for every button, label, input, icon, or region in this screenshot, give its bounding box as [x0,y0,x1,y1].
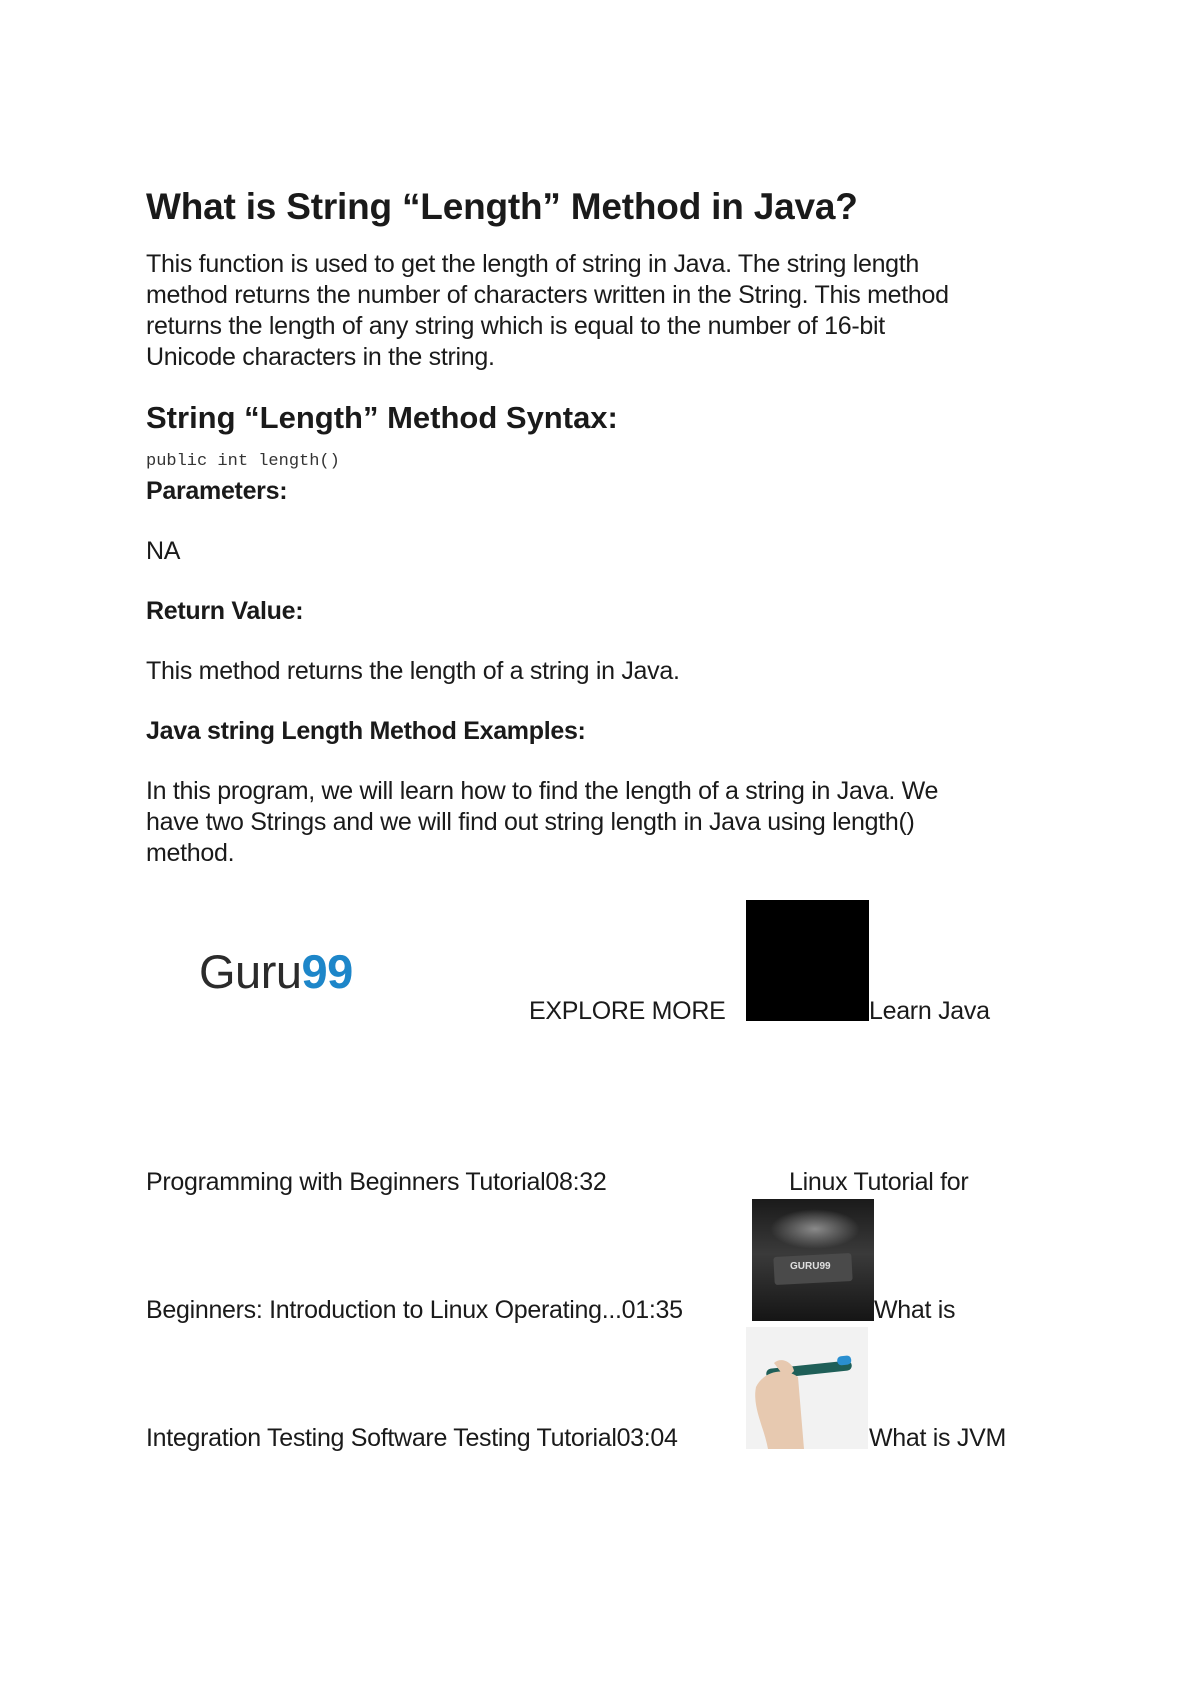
video-title-linux-intro[interactable]: Beginners: Introduction to Linux Operating...01:35 [146,1296,683,1324]
video-title-jvm[interactable]: What is JVM [869,1424,1006,1452]
logo-text: Guru [199,945,302,998]
return-value-text: This method returns the length of a string in Java. [146,657,680,685]
parameters-value: NA [146,537,181,565]
examples-heading: Java string Length Method Examples: [146,717,586,745]
explore-more-label[interactable]: EXPLORE MORE [529,997,726,1025]
logo-number: 99 [301,945,353,998]
page-title: What is String “Length” Method in Java? [146,186,858,227]
syntax-code: public int length() [146,452,340,471]
examples-line: In this program, we will learn how to find the length of a string in Java. We [146,777,939,805]
video-thumbnail-black[interactable] [746,900,869,1021]
return-value-heading: Return Value: [146,597,304,625]
light-glow [770,1209,860,1249]
intro-line: method returns the number of characters written in the String. This method [146,281,949,309]
video-thumbnail-linux[interactable] [752,1199,874,1321]
intro-line: returns the length of any string which is equal to the number of 16-bit [146,312,885,340]
video-title-what-is[interactable]: What is [874,1296,956,1324]
video-title-integration[interactable]: Integration Testing Software Testing Tutorial03:04 [146,1424,678,1452]
intro-line: Unicode characters in the string. [146,343,495,371]
guru99-logo[interactable] [199,944,353,999]
video-title-programming[interactable]: Programming with Beginners Tutorial08:32 [146,1168,607,1196]
examples-line: method. [146,839,235,867]
examples-line: have two Strings and we will find out string length in Java using length() [146,808,915,836]
thumbnail-badge: GURU99 [790,1261,831,1272]
syntax-heading: String “Length” Method Syntax: [146,400,618,435]
learn-java-link[interactable]: Learn Java [869,997,990,1025]
video-title-linux[interactable]: Linux Tutorial for [789,1168,969,1196]
parameters-heading: Parameters: [146,477,288,505]
hand-pen-icon [746,1327,868,1449]
intro-paragraph [146,249,1076,373]
video-thumbnail-integration[interactable] [746,1327,868,1449]
intro-line: This function is used to get the length of string in Java. The string length [146,250,920,278]
examples-paragraph [146,776,1076,869]
